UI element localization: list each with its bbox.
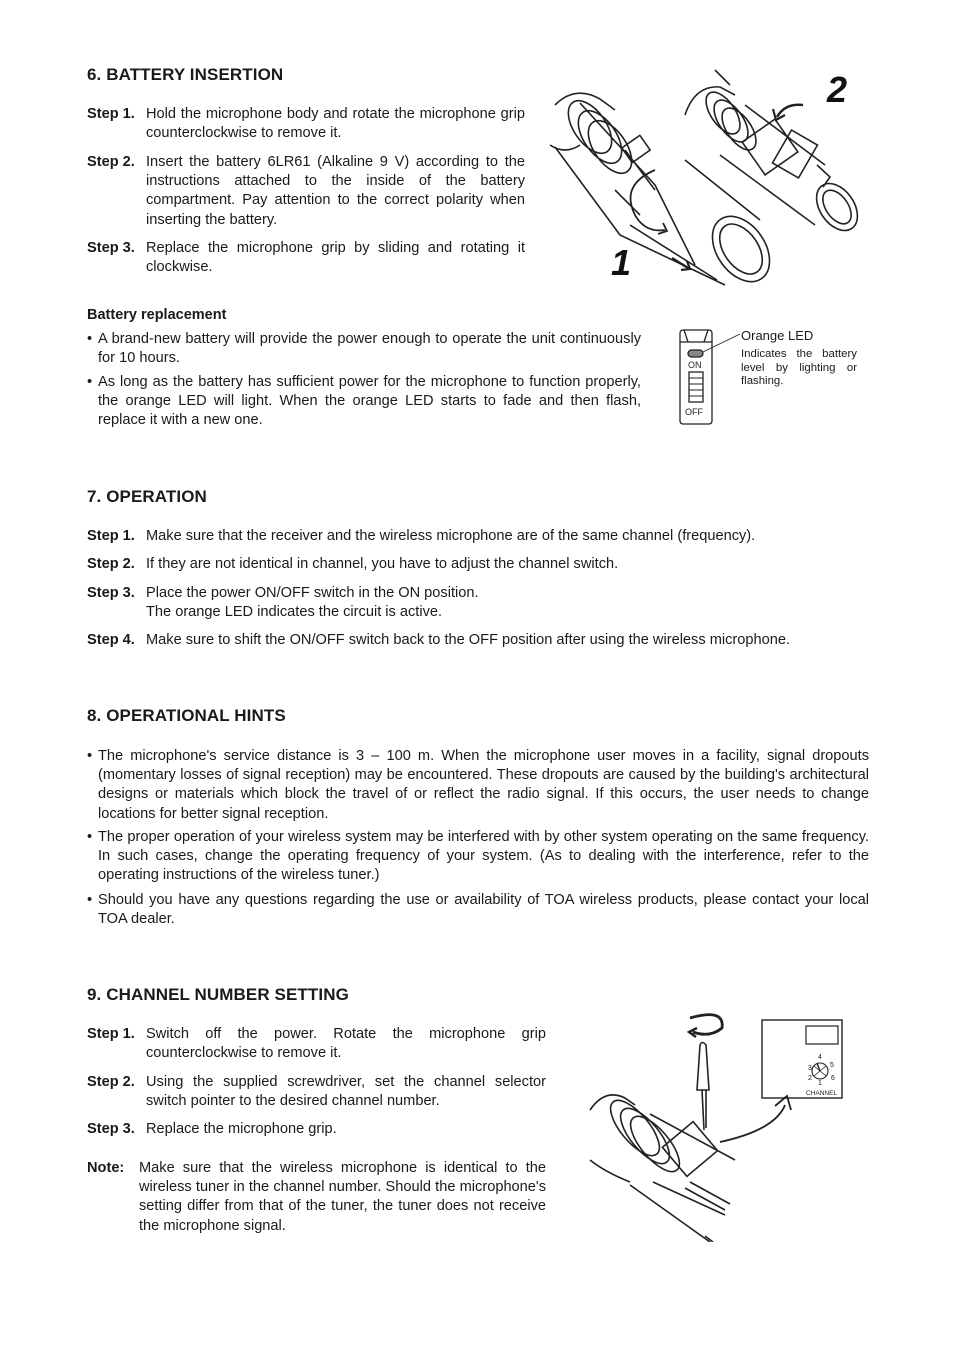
battery-replacement-bullet-2 xyxy=(87,373,641,431)
channel-selector-zoom xyxy=(762,1020,842,1098)
step-label: Step 1. xyxy=(87,106,135,122)
step-label: Step 3. xyxy=(87,585,135,601)
channel-setting-illustration xyxy=(585,1010,845,1242)
section-title-battery-insertion: 6. BATTERY INSERTION xyxy=(87,65,284,84)
switch-off-label: OFF xyxy=(685,407,703,417)
step-text: Hold the microphone body and rotate the microphone grip counterclockwise to remove it. xyxy=(146,106,525,142)
channel-step-3 xyxy=(87,1120,546,1139)
hint-bullet-3 xyxy=(87,891,869,929)
step-label: Step 1. xyxy=(87,528,135,544)
led-switch-illustration xyxy=(678,328,744,426)
step-text: Switch off the power. Rotate the microphone grip counterclockwise to remove it. xyxy=(146,1026,546,1062)
channel-note xyxy=(87,1159,546,1236)
note-label: Note: xyxy=(87,1160,125,1176)
step-text: Insert the battery 6LR61 (Alkaline 9 V) according to the instructions attached to the inside of the battery compartment. Pay attention to the correct polarity when inserting the battery. xyxy=(146,154,525,228)
channel-num-4: 4 xyxy=(818,1054,822,1061)
step-text: If they are not identical in channel, you have to adjust the channel switch. xyxy=(146,556,619,572)
hand-outline-2 xyxy=(685,87,735,115)
step-text-line-1: Place the power ON/OFF switch in the ON position. xyxy=(146,585,479,601)
channel-num-3: 3 xyxy=(808,1065,812,1072)
bullet-text: The proper operation of your wireless system may be interfered with by other system operating on the same frequency. In such cases, change the operating frequency of your system. (As to dealing with the interference, refer to the operating instructions of the wireless tuner.) xyxy=(98,829,869,884)
battery-compartment xyxy=(742,119,798,175)
rotate-arrow-icon xyxy=(690,1015,722,1035)
bullet-dot: • xyxy=(87,374,93,390)
operation-step-2 xyxy=(87,555,869,574)
step-label: Step 3. xyxy=(87,1121,135,1137)
bullet-dot: • xyxy=(87,331,93,347)
channel-num-1: 1 xyxy=(818,1080,822,1087)
orange-led-description: Indicates the battery level by lighting or flashing. xyxy=(741,348,857,388)
figure-mark-1: 1 xyxy=(611,242,632,283)
step-label: Step 2. xyxy=(87,556,135,572)
bullet-dot: • xyxy=(87,748,93,764)
operation-step-4 xyxy=(87,631,869,650)
bullet-dot: • xyxy=(87,829,93,845)
step-text-line-2: The orange LED indicates the circuit is active. xyxy=(146,604,443,621)
step-text: Using the supplied screwdriver, set the channel selector switch pointer to the desired channel number. xyxy=(146,1074,546,1110)
battery-replacement-bullet-1 xyxy=(87,330,641,368)
section-title-operation: 7. OPERATION xyxy=(87,487,207,506)
note-text: Make sure that the wireless microphone is identical to the wireless tuner in the channel number. Should the microphone's setting differ from that of the tuner, the tuner does not receive the microphone signal. xyxy=(139,1160,546,1234)
hint-bullet-2 xyxy=(87,828,869,886)
bullet-text: The microphone's service distance is 3 – 100 m. When the microphone user moves in a facility, signal dropouts (momentary losses of signal reception) may be encountered. These dropouts are caused by the building's architectural designs or materials which block the travel of or reflect the radio signal. If this occurs, the user needs to change locations for better signal reception. xyxy=(98,748,869,822)
step-label: Step 1. xyxy=(87,1026,135,1042)
battery-step-3 xyxy=(87,239,525,277)
orange-led-label: Orange LED xyxy=(741,328,814,343)
bullet-text: As long as the battery has sufficient power for the microphone to function properly, the orange LED will light. When the orange LED starts to fade and then flash, replace it with a new one. xyxy=(98,374,641,429)
step-text xyxy=(146,584,869,622)
operation-step-1 xyxy=(87,527,869,546)
insert-arrow xyxy=(777,105,803,117)
switch-on-label: ON xyxy=(688,360,702,370)
orange-led xyxy=(688,350,703,357)
step-label: Step 3. xyxy=(87,240,135,256)
channel-step-2 xyxy=(87,1073,546,1111)
channel-switch-area xyxy=(662,1122,717,1177)
led-leader-line xyxy=(703,334,740,352)
bullet-text: Should you have any questions regarding the use or availability of TOA wireless products, please contact your local TOA dealer. xyxy=(98,892,869,928)
step-text: Make sure that the receiver and the wireless microphone are of the same channel (frequency). xyxy=(146,528,756,544)
battery-step-1 xyxy=(87,105,525,143)
operation-step-3 xyxy=(87,584,869,622)
step-text: Replace the microphone grip by sliding and rotating it clockwise. xyxy=(146,240,525,276)
bullet-dot: • xyxy=(87,892,93,908)
channel-step-1 xyxy=(87,1025,546,1063)
channel-num-2: 2 xyxy=(808,1075,812,1082)
step-text: Replace the microphone grip. xyxy=(146,1121,337,1137)
section-title-channel-number-setting: 9. CHANNEL NUMBER SETTING xyxy=(87,985,349,1004)
section-title-operational-hints: 8. OPERATIONAL HINTS xyxy=(87,706,286,725)
bullet-text: A brand-new battery will provide the power enough to operate the unit continuously for 10 hours. xyxy=(98,331,641,367)
hint-bullet-1 xyxy=(87,747,869,824)
channel-num-6: 6 xyxy=(831,1075,835,1082)
battery-step-2 xyxy=(87,153,525,230)
step-text: Make sure to shift the ON/OFF switch back to the OFF position after using the wireless microphone. xyxy=(146,632,791,648)
battery-insertion-illustration xyxy=(545,65,865,290)
figure-mark-2: 2 xyxy=(827,69,848,110)
zoom-arrow xyxy=(720,1105,785,1142)
screwdriver-icon xyxy=(697,1043,709,1091)
step-label: Step 2. xyxy=(87,154,135,170)
battery-replacement-title: Battery replacement xyxy=(87,307,227,323)
channel-selector-label: CHANNEL xyxy=(806,1090,838,1097)
step-label: Step 2. xyxy=(87,1074,135,1090)
step-label: Step 4. xyxy=(87,632,135,648)
channel-num-5: 5 xyxy=(830,1062,834,1069)
